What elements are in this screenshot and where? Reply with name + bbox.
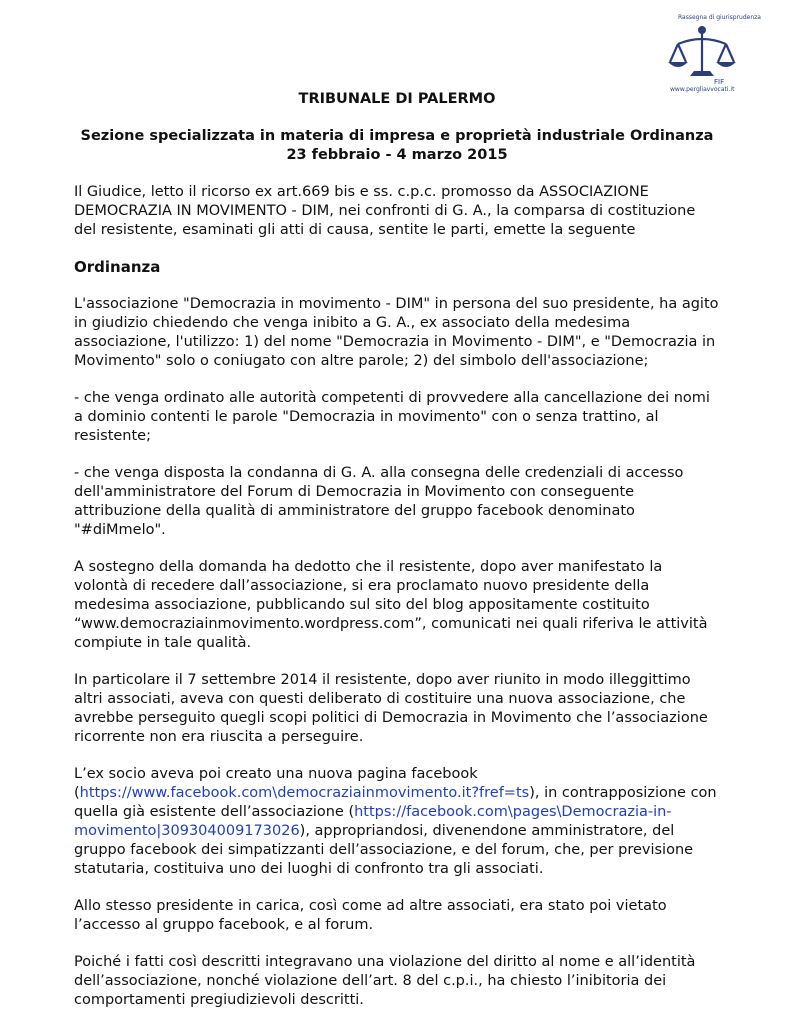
- logo-letters: FIF: [714, 78, 725, 86]
- facebook-link-1[interactable]: https://www.facebook.com\democraziainmovimento.it?fref=ts: [79, 785, 530, 801]
- paragraph-1: L'associazione "Democrazia in movimento - DIM" in persona del suo presidente, ha agito in giudizio chiedendo che venga inibito a G. A., ex associato della medesima associazione, l'utilizzo: 1) del nome "Democrazia in Movimento - DIM", e "Democrazia in Movimento" solo o coniugato con altre parole; 2) del simbolo dell'associazione;: [74, 296, 719, 369]
- page-title: TRIBUNALE DI PALERMO: [298, 91, 496, 107]
- paragraph-6: [74, 765, 720, 879]
- logo-site: www.pergliavvocati.it: [670, 86, 735, 93]
- intro-paragraph: Il Giudice, letto il ricorso ex art.669 bis e ss. c.p.c. promosso da ASSOCIAZIONE DEMOCRAZIA IN MOVIMENTO - DIM, nei confronti di G. A., la comparsa di costituzione del resistente, esaminati gli atti di causa, sentite le parti, emette la seguente: [74, 184, 696, 238]
- page-subtitle: Sezione specializzata in materia di impresa e proprietà industriale Ordinanza 23 febbraio - 4 marzo 2015: [80, 128, 714, 163]
- paragraph-3: - che venga disposta la condanna di G. A. alla consegna delle credenziali di accesso dell'amministratore del Forum di Democrazia in Movimento con conseguente attribuzione della qualità di amministratore del gruppo facebook denominato "#diMmelo".: [74, 465, 684, 538]
- logo-caption: Rassegna di giurisprudenza: [678, 14, 761, 21]
- scales-of-justice-icon: [660, 24, 744, 86]
- paragraph-4: A sostegno della domanda ha dedotto che il resistente, dopo aver manifestato la volontà di recedere dall’associazione, si era proclamato nuovo presidente della medesima associazione, pubblicando sul sito del blog appositamente costituito “www.democraziainmovimento.wordpress.com”, comunicati nei quali riferiva le attività compiute in tale qualità.: [74, 559, 708, 651]
- facebook-link-2[interactable]: https://facebook.com\pages\Democrazia-in-movimento|309304009173026: [74, 804, 672, 839]
- publisher-logo: [652, 14, 761, 98]
- document-body: [74, 90, 720, 1028]
- paragraph-6-text-3: ), appropriandosi, divenendone amministratore, del gruppo facebook dei simpatizzanti dell’associazione, e del forum, che, per previsione statutaria, costituiva uno dei luoghi di confronto tra gli associati.: [74, 823, 694, 877]
- paragraph-6-text-2: ), in contrapposizione con quella già esistente dell’associazione (: [74, 785, 717, 820]
- paragraph-7: Allo stesso presidente in carica, così come ad altre associati, era stato poi vietato l’accesso al gruppo facebook, e al forum.: [74, 898, 667, 933]
- section-heading: Ordinanza: [74, 258, 161, 276]
- paragraph-8: Poiché i fatti così descritti integravano una violazione del diritto al nome e all’identità dell’associazione, nonché violazione dell’art. 8 del c.p.i., ha chiesto l’inibitoria dei comportamenti pregiudizievoli descritti.: [74, 954, 696, 1008]
- paragraph-5: In particolare il 7 settembre 2014 il resistente, dopo aver riunito in modo illeggittimo altri associati, aveva con questi deliberato di costituire una nuova associazione, che avrebbe perseguito quegli scopi politici di Democrazia in Movimento che l’associazione ricorrente non era riuscita a perseguire.: [74, 672, 708, 745]
- paragraph-6-text-1: L’ex socio aveva poi creato una nuova pagina facebook (: [74, 766, 478, 801]
- paragraph-2: - che venga ordinato alle autorità competenti di provvedere alla cancellazione dei nomi a dominio contenti le parole "Democrazia in movimento" con o senza trattino, al resistente;: [74, 390, 710, 444]
